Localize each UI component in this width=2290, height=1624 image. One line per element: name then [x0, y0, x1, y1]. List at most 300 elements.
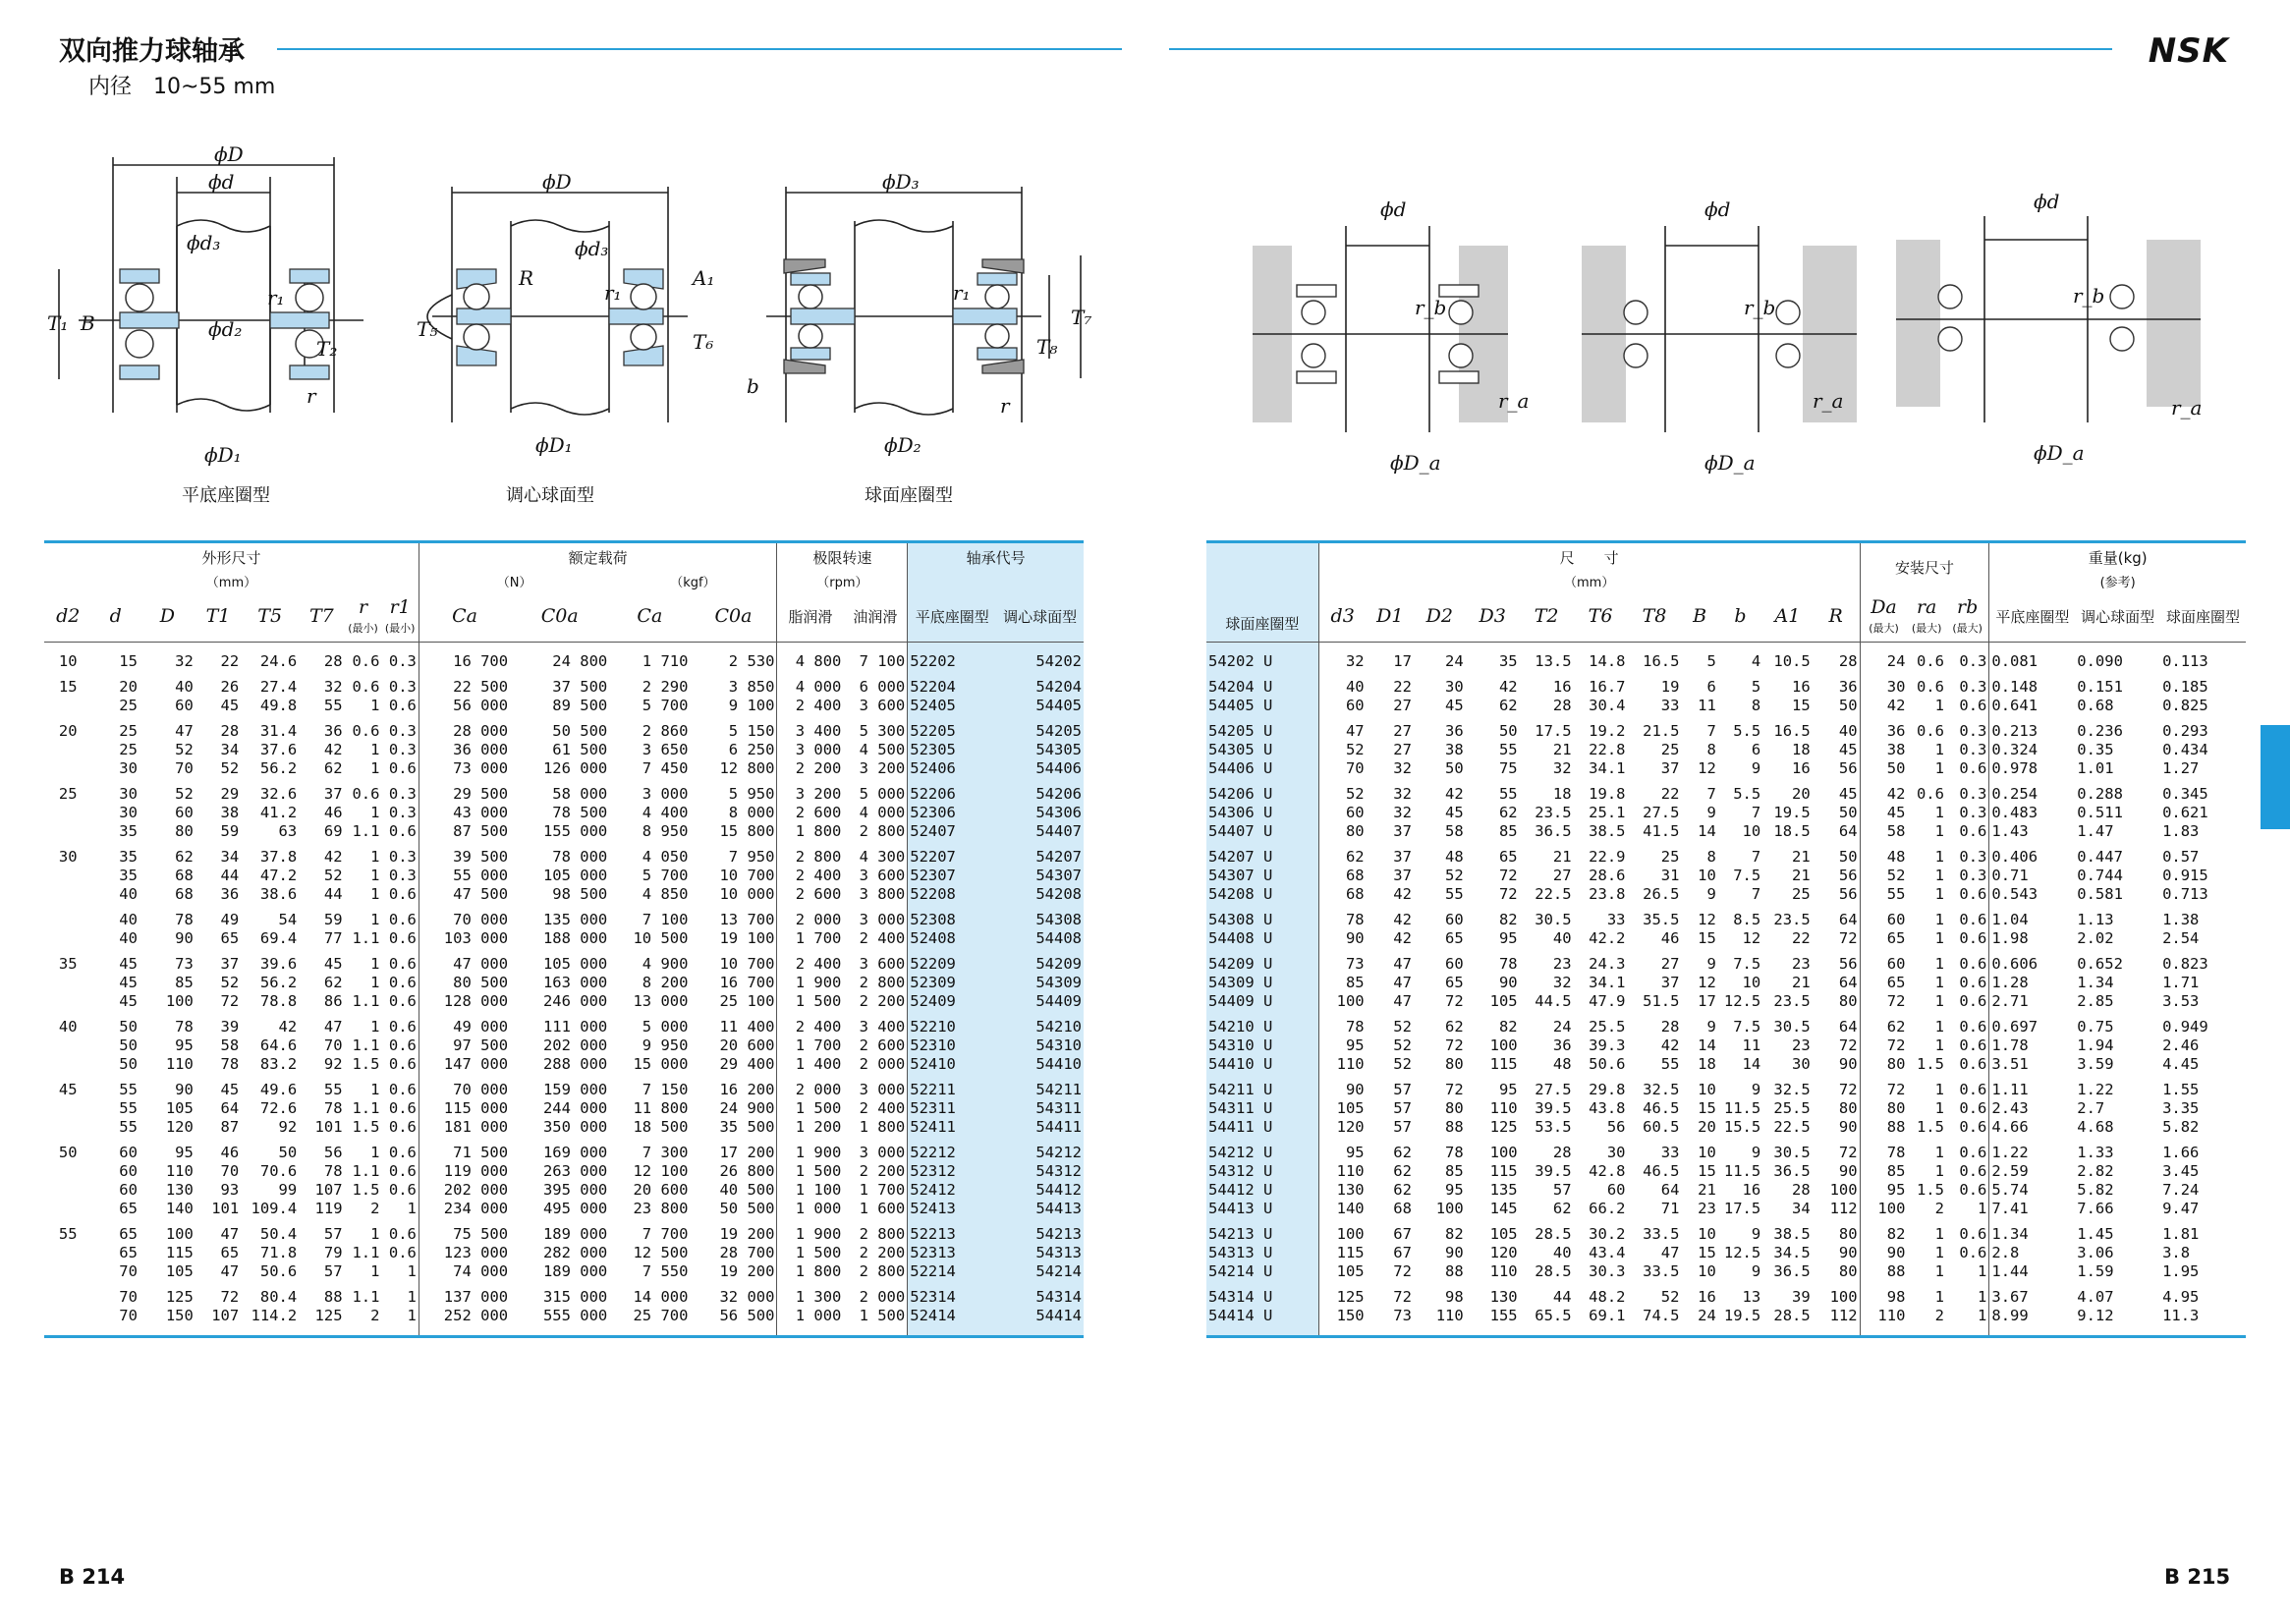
table-cell: 2 600	[777, 885, 843, 904]
table-row	[1206, 948, 2246, 974]
cell-d2: 15	[58, 678, 78, 696]
table-cell: 52	[1393, 1018, 1412, 1036]
col-B: B	[1693, 605, 1707, 628]
table-cell: 41.2	[259, 804, 298, 821]
table-cell: 1 710	[642, 652, 689, 670]
cell-code: 54310 U	[1206, 1036, 1318, 1055]
table-cell: 36	[323, 722, 343, 740]
table-cell: 50.6	[1589, 1055, 1626, 1073]
table-cell: 14.8	[1589, 652, 1626, 670]
table-cell: 1	[370, 955, 380, 973]
table-cell: 37	[1393, 867, 1412, 884]
table-cell: 3 000	[777, 741, 843, 759]
table-cell: 0.213	[1989, 715, 2075, 741]
table-cell: 11 800	[633, 1099, 689, 1117]
table-cell: 12.5	[1723, 992, 1761, 1010]
table-cell: 7.24	[2162, 1181, 2200, 1199]
table-cell: 37	[1393, 822, 1412, 840]
table-cell: 35	[119, 867, 138, 884]
table-cell: 1	[370, 697, 380, 714]
col-C0a-n: C0a	[540, 605, 579, 628]
table-cell: 65	[1498, 848, 1518, 866]
table-cell: 9	[1751, 1262, 1761, 1280]
col-flat-code: 平底座圈型	[908, 591, 997, 643]
table-cell: 4 850	[642, 885, 689, 903]
table-cell: 55	[1445, 885, 1464, 903]
table-cell: 22	[1792, 929, 1811, 947]
table-cell: 202 000	[419, 1181, 510, 1200]
cell-code: 54205 U	[1206, 715, 1318, 741]
table-cell: 1	[370, 885, 380, 903]
table-cell: 74.5	[1643, 1307, 1680, 1324]
table-cell: 28	[1660, 1018, 1680, 1036]
table-cell: 56	[323, 1144, 343, 1161]
cell-d2	[44, 697, 91, 715]
table-cell: 189 000	[542, 1262, 608, 1280]
table-cell: 54210	[996, 1011, 1084, 1036]
table-cell: 10	[1742, 822, 1761, 840]
table-cell: 130	[1489, 1288, 1518, 1306]
table-cell: 20	[1792, 785, 1811, 803]
table-cell: 54307	[996, 867, 1084, 885]
table-cell: 56.2	[259, 974, 298, 991]
table-cell: 0.6	[1959, 1055, 1987, 1073]
table-row	[44, 759, 1084, 778]
table-cell: 62	[175, 848, 194, 866]
cell-code: 54313 U	[1206, 1244, 1318, 1262]
table-cell: 36	[1445, 722, 1464, 740]
table-cell: 24 800	[552, 652, 608, 670]
table-cell: 25	[1792, 885, 1811, 903]
cell-d2: 40	[58, 1018, 78, 1036]
table-row	[44, 1218, 1084, 1244]
table-cell: 65	[1860, 974, 1907, 992]
cell-d2	[44, 974, 91, 992]
table-cell: 72	[220, 1288, 240, 1306]
col-T8: T8	[1642, 605, 1667, 628]
svg-text:b: b	[747, 374, 759, 398]
table-cell: 28 000	[419, 715, 510, 741]
table-cell: 10.5	[1773, 652, 1811, 670]
table-cell: 55	[1498, 785, 1518, 803]
table-cell: 52413	[908, 1200, 997, 1218]
table-cell: 5 950	[728, 785, 775, 803]
table-cell: 7 450	[642, 759, 689, 777]
table-cell: 110	[1318, 1055, 1366, 1074]
table-cell: 0.6	[388, 1181, 417, 1199]
svg-text:T₅: T₅	[417, 317, 438, 341]
table-cell: 1	[1934, 1036, 1944, 1054]
group-load: 额定载荷	[419, 542, 777, 572]
table-cell: 12 100	[633, 1162, 689, 1180]
table-cell: 110	[165, 1055, 194, 1073]
table-cell: 21	[1552, 741, 1572, 758]
table-row	[44, 904, 1084, 929]
table-row	[44, 885, 1084, 904]
unit-kgf: （kgf）	[670, 576, 716, 590]
table-cell: 21	[1552, 848, 1572, 866]
table-cell: 1	[1934, 1244, 1944, 1261]
table-cell: 2.54	[2162, 929, 2200, 947]
table-cell: 54406	[996, 759, 1084, 778]
table-cell: 27	[1393, 697, 1412, 714]
table-cell: 50	[119, 1036, 138, 1054]
table-cell: 115	[1489, 1055, 1518, 1073]
table-cell: 7	[1706, 722, 1716, 740]
table-cell: 1	[1978, 1262, 1987, 1280]
table-cell: 52407	[908, 822, 997, 841]
table-cell: 110	[1489, 1262, 1518, 1280]
table-cell: 23.5	[1773, 992, 1811, 1010]
table-cell: 0.3	[388, 678, 417, 696]
table-cell: 50	[1498, 722, 1518, 740]
table-cell: 16.5	[1643, 652, 1680, 670]
table-cell: 3.51	[1989, 1055, 2075, 1074]
table-cell: 70	[323, 1036, 343, 1054]
cell-d2: 55	[58, 1225, 78, 1243]
table-cell: 3.67	[1989, 1281, 2075, 1307]
table-cell: 2.59	[1989, 1162, 2075, 1181]
table-cell: 24.6	[259, 652, 298, 670]
table-cell: 60	[1445, 955, 1464, 973]
table-cell: 64	[1838, 974, 1858, 991]
table-cell: 44.5	[1535, 992, 1572, 1010]
table-cell: 115	[165, 1244, 194, 1261]
table-cell: 16	[1698, 1288, 1716, 1306]
col-w-spherical: 球面座圈型	[2166, 607, 2241, 626]
table-cell: 32.5	[1773, 1081, 1811, 1098]
table-cell: 100	[165, 1225, 194, 1243]
table-cell: 0.949	[2162, 1018, 2208, 1036]
table-cell: 263 000	[542, 1162, 608, 1180]
table-cell: 68	[1318, 885, 1366, 904]
table-cell: 3 000	[859, 1144, 906, 1161]
table-cell: 40	[119, 929, 138, 947]
table-cell: 45	[1445, 804, 1464, 821]
table-cell: 36	[1552, 1036, 1572, 1054]
table-cell: 47	[175, 722, 194, 740]
table-cell: 32.6	[259, 785, 298, 803]
table-cell: 54412	[996, 1181, 1084, 1200]
table-cell: 112	[1829, 1200, 1858, 1217]
table-cell: 46.5	[1643, 1099, 1680, 1117]
table-cell: 3 400	[777, 715, 843, 741]
table-cell: 18	[1698, 1055, 1716, 1073]
table-cell: 0.71	[1989, 867, 2075, 885]
table-cell: 69.4	[259, 929, 298, 947]
table-cell: 55	[323, 1081, 343, 1098]
table-cell: 37	[1393, 848, 1412, 866]
table-cell: 43 000	[419, 804, 510, 822]
table-cell: 40	[119, 885, 138, 903]
table-cell: 54405	[996, 697, 1084, 715]
table-cell: 43.8	[1589, 1099, 1626, 1117]
cell-d2: 45	[58, 1081, 78, 1098]
table-cell: 105	[1318, 1099, 1366, 1118]
table-cell: 181 000	[419, 1118, 510, 1137]
table-cell: 128 000	[419, 992, 510, 1011]
table-cell: 105	[1318, 1262, 1366, 1281]
table-cell: 100	[1318, 1218, 1366, 1244]
table-cell: 20 600	[719, 1036, 775, 1054]
table-cell: 58	[1445, 822, 1464, 840]
table-cell: 39.5	[1535, 1099, 1572, 1117]
group-weight: 重量(kg)	[1989, 542, 2246, 572]
table-cell: 20 600	[633, 1181, 689, 1199]
table-cell: 0.6	[1959, 697, 1987, 714]
table-cell: 0.6	[1959, 759, 1987, 777]
table-cell: 52	[1860, 867, 1907, 885]
table-cell: 22.8	[1589, 741, 1626, 758]
table-cell: 0.57	[2162, 848, 2200, 866]
table-row	[1206, 1307, 2246, 1337]
table-cell: 1.27	[2162, 759, 2200, 777]
table-cell: 62	[1393, 1144, 1412, 1161]
table-cell: 87 500	[419, 822, 510, 841]
table-cell: 80	[175, 822, 194, 840]
table-row	[1206, 715, 2246, 741]
table-cell: 0.3	[388, 804, 417, 821]
table-cell: 55	[1660, 1055, 1680, 1073]
table-cell: 0.68	[2077, 697, 2114, 714]
table-cell: 23 800	[633, 1200, 689, 1217]
table-cell: 110	[1489, 1099, 1518, 1117]
table-cell: 1	[407, 1200, 417, 1217]
table-cell: 32	[1318, 643, 1366, 672]
table-cell: 12	[1698, 911, 1716, 928]
svg-text:ϕd₃: ϕd₃	[575, 237, 609, 260]
table-cell: 10	[1698, 867, 1716, 884]
table-cell: 52	[220, 759, 240, 777]
table-cell: 0.434	[2162, 741, 2208, 758]
table-row	[1206, 1055, 2246, 1074]
table-cell: 9	[1706, 1018, 1716, 1036]
table-cell: 4 000	[859, 804, 906, 821]
table-row	[44, 867, 1084, 885]
table-cell: 14 000	[633, 1288, 689, 1306]
table-cell: 2	[370, 1200, 380, 1217]
table-cell: 32	[1393, 759, 1412, 777]
table-cell: 1.01	[2077, 759, 2114, 777]
table-cell: 5	[1706, 652, 1716, 670]
table-cell: 69	[323, 822, 343, 840]
table-cell: 2 800	[859, 974, 906, 991]
table-cell: 4.95	[2162, 1288, 2200, 1306]
table-cell: 22.5	[1773, 1118, 1811, 1136]
table-cell: 64	[1838, 822, 1858, 840]
table-cell: 0.6	[1916, 722, 1944, 740]
table-cell: 0.151	[2077, 678, 2123, 696]
table-cell: 26.5	[1643, 885, 1680, 903]
table-cell: 78	[1498, 955, 1518, 973]
svg-text:ϕD: ϕD	[542, 170, 572, 194]
table-cell: 1.44	[1989, 1262, 2075, 1281]
table-cell: 21	[1698, 1181, 1716, 1199]
table-cell: 60	[119, 1144, 138, 1161]
table-cell: 80 500	[419, 974, 510, 992]
table-cell: 246 000	[542, 992, 608, 1010]
table-cell: 100	[165, 992, 194, 1010]
table-cell: 1	[370, 804, 380, 821]
table-cell: 71	[1660, 1200, 1680, 1217]
table-cell: 42.8	[1589, 1162, 1626, 1180]
table-cell: 57	[1552, 1181, 1572, 1199]
table-cell: 24	[1552, 1018, 1572, 1036]
table-cell: 32	[175, 652, 194, 670]
table-cell: 15	[1698, 1099, 1716, 1117]
aligning-seat-diagram	[413, 170, 715, 472]
table-cell: 54208	[996, 885, 1084, 904]
table-cell: 0.6	[388, 822, 417, 840]
table-cell: 1.11	[1989, 1074, 2075, 1099]
table-cell: 98	[1445, 1288, 1464, 1306]
table-cell: 30.3	[1589, 1262, 1626, 1280]
cell-code: 54308 U	[1206, 904, 1318, 929]
table-cell: 72	[1498, 885, 1518, 903]
table-cell: 1	[1934, 929, 1944, 947]
table-cell: 12.5	[1723, 1244, 1761, 1261]
table-cell: 2 200	[859, 1244, 906, 1261]
table-cell: 25 700	[633, 1307, 689, 1324]
table-cell: 10	[1698, 1144, 1716, 1161]
table-cell: 1.94	[2077, 1036, 2114, 1054]
table-cell: 155	[1489, 1307, 1518, 1324]
title-rule-right	[1169, 48, 2112, 50]
table-cell: 70	[1318, 759, 1366, 778]
table-cell: 7.41	[1989, 1200, 2075, 1218]
table-cell: 39.6	[259, 955, 298, 973]
table-cell: 0.6	[1959, 1036, 1987, 1054]
table-cell: 0.6	[388, 1036, 417, 1054]
table-cell: 1 900	[777, 974, 843, 992]
svg-text:r₁: r₁	[604, 281, 622, 305]
table-cell: 140	[165, 1200, 194, 1217]
table-cell: 60	[175, 804, 194, 821]
table-cell: 45	[119, 955, 138, 973]
table-cell: 9	[1706, 804, 1716, 821]
table-cell: 52313	[908, 1244, 997, 1262]
table-cell: 0.6	[352, 678, 380, 696]
cell-d2	[44, 1055, 91, 1074]
group-dimensions: 外形尺寸	[201, 548, 261, 567]
table-cell: 1 500	[777, 1099, 843, 1118]
table-cell: 19.5	[1723, 1307, 1761, 1324]
table-cell: 25 100	[719, 992, 775, 1010]
table-cell: 46	[323, 804, 343, 821]
table-cell: 92	[323, 1055, 343, 1073]
table-cell: 15	[1698, 1244, 1716, 1261]
left-spec-table	[44, 540, 1084, 1338]
table-cell: 62	[1552, 1200, 1572, 1217]
table-cell: 25	[1660, 741, 1680, 758]
table-cell: 120	[1489, 1244, 1518, 1261]
table-cell: 23	[1698, 1200, 1716, 1217]
table-cell: 72	[1838, 1081, 1858, 1098]
cell-code: 54211 U	[1206, 1074, 1318, 1099]
cell-d2	[44, 1281, 91, 1307]
table-cell: 1 900	[777, 1137, 843, 1162]
table-cell: 15	[1698, 929, 1716, 947]
table-cell: 2 400	[777, 1011, 843, 1036]
table-cell: 24 900	[719, 1099, 775, 1117]
table-cell: 50	[119, 1018, 138, 1036]
table-cell: 55	[1498, 741, 1518, 758]
spherical-seat-diagram	[737, 170, 1100, 472]
table-cell: 2 000	[777, 904, 843, 929]
table-row	[1206, 1281, 2246, 1307]
table-cell: 126 000	[542, 759, 608, 777]
table-cell: 1.5	[352, 1055, 380, 1073]
table-cell: 25.5	[1773, 1099, 1811, 1117]
table-cell: 7 950	[728, 848, 775, 866]
col-d2: d2	[56, 605, 81, 628]
table-cell: 52414	[908, 1307, 997, 1337]
table-cell: 105 000	[542, 867, 608, 884]
table-cell: 60	[1860, 948, 1907, 974]
table-cell: 77	[323, 929, 343, 947]
table-cell: 52305	[908, 741, 997, 759]
table-cell: 28	[1838, 652, 1858, 670]
table-cell: 90	[1838, 1055, 1858, 1073]
table-cell: 36	[1838, 678, 1858, 696]
table-cell: 28	[220, 722, 240, 740]
table-cell: 26	[220, 678, 240, 696]
table-row	[1206, 1200, 2246, 1218]
table-row	[44, 1055, 1084, 1074]
table-cell: 72	[1838, 929, 1858, 947]
table-cell: 0.6	[352, 652, 380, 670]
table-cell: 3.59	[2077, 1055, 2114, 1073]
table-cell: 62	[323, 974, 343, 991]
table-cell: 72	[1860, 1036, 1907, 1055]
table-cell: 60	[1860, 904, 1907, 929]
table-cell: 15 000	[633, 1055, 689, 1073]
table-cell: 52	[1393, 1036, 1412, 1054]
table-cell: 52306	[908, 804, 997, 822]
cell-code: 54408 U	[1206, 929, 1318, 948]
table-cell: 62	[1445, 1018, 1464, 1036]
table-cell: 0.511	[2077, 804, 2123, 821]
table-cell: 1	[1934, 1144, 1944, 1161]
table-cell: 150	[1318, 1307, 1366, 1337]
table-cell: 17	[1393, 652, 1412, 670]
table-cell: 137 000	[419, 1281, 510, 1307]
table-cell: 1.45	[2077, 1225, 2114, 1243]
table-cell: 95	[1498, 1081, 1518, 1098]
table-cell: 54308	[996, 904, 1084, 929]
table-cell: 45	[220, 697, 240, 714]
table-cell: 25.1	[1589, 804, 1626, 821]
table-cell: 52	[1318, 778, 1366, 804]
table-cell: 3 200	[859, 759, 906, 777]
table-cell: 15	[119, 652, 138, 670]
table-cell: 105	[165, 1262, 194, 1280]
table-cell: 0.6	[1959, 1081, 1987, 1098]
table-cell: 119 000	[419, 1162, 510, 1181]
table-cell: 54213	[996, 1218, 1084, 1244]
table-cell: 89 500	[552, 697, 608, 714]
cell-code: 54213 U	[1206, 1218, 1318, 1244]
table-cell: 33	[1660, 1144, 1680, 1161]
cell-code: 54406 U	[1206, 759, 1318, 778]
table-cell: 3.8	[2162, 1244, 2191, 1261]
table-cell: 2 600	[859, 1036, 906, 1054]
table-cell: 130	[1318, 1181, 1366, 1200]
table-cell: 0.254	[1989, 778, 2075, 804]
table-cell: 1	[370, 1262, 380, 1280]
left-table-body	[44, 643, 1084, 1337]
table-cell: 54309	[996, 974, 1084, 992]
